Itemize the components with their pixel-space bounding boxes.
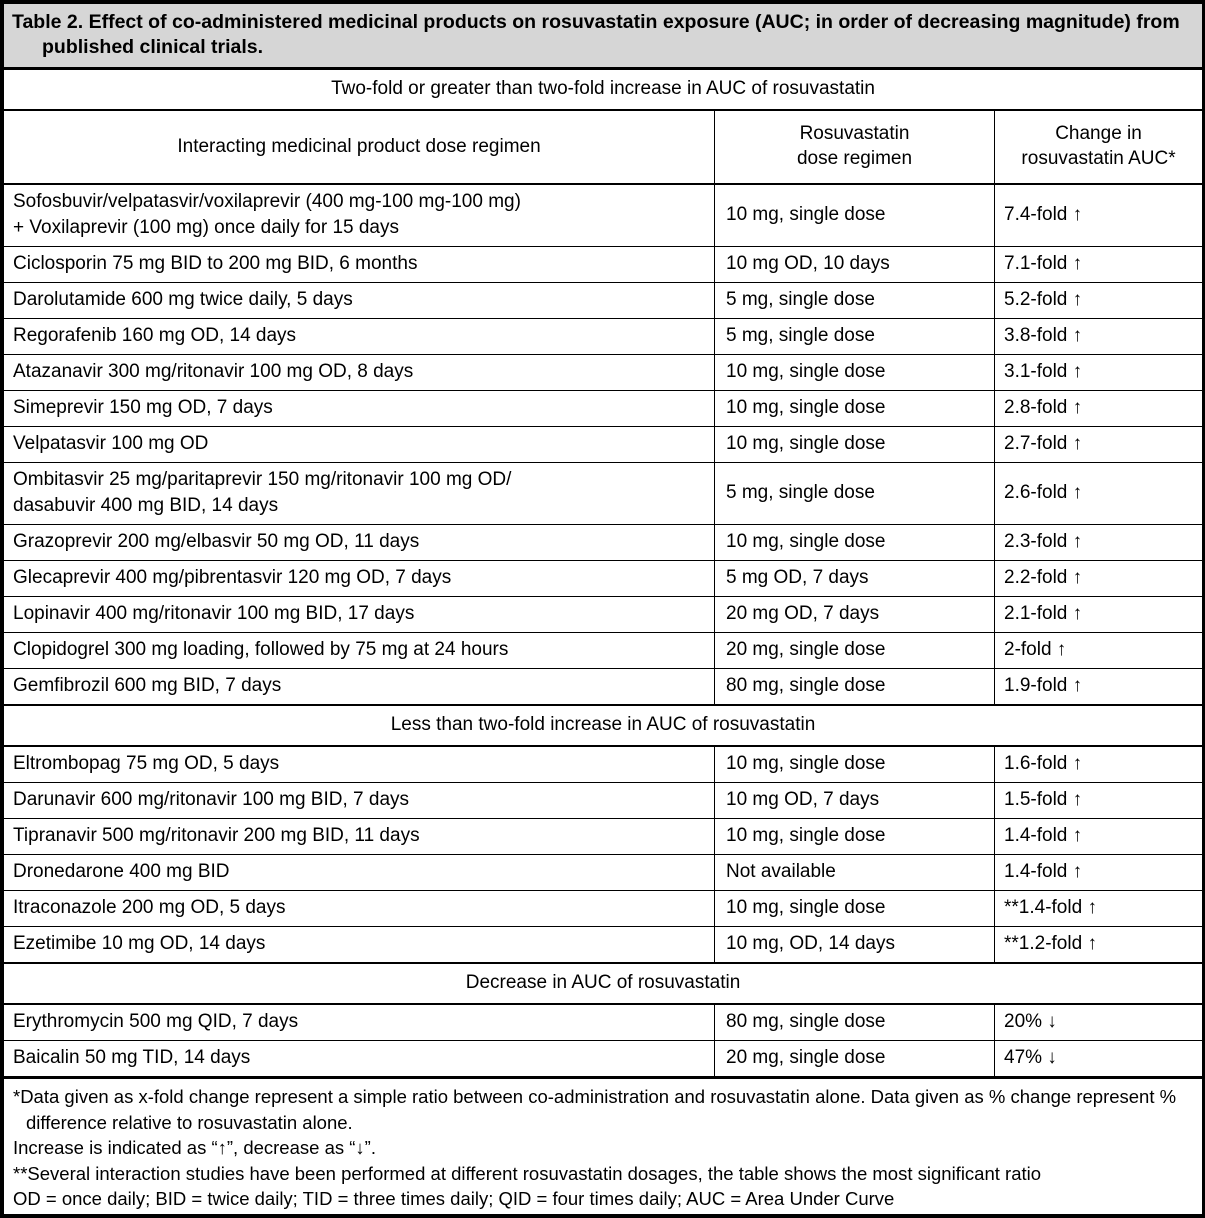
product-line-1: Erythromycin 500 mg QID, 7 days [13, 1011, 299, 1032]
cell-change-auc: 3.1-fold ↑ [995, 355, 1203, 391]
cell-interacting-product [4, 1041, 715, 1078]
rosuvastatin-interaction-table [3, 3, 1203, 1215]
cell-change-auc: 1.9-fold ↑ [995, 669, 1203, 706]
footnote-1: Increase is indicated as “↑”, decrease as “↓”. [13, 1137, 376, 1158]
column-header-change-auc-line2: rosuvastatin AUC* [1021, 148, 1176, 169]
table-row [4, 319, 1203, 355]
cell-change-auc: 20% ↓ [995, 1004, 1203, 1041]
product-line-1: Lopinavir 400 mg/ritonavir 100 mg BID, 17 days [13, 603, 415, 624]
column-header-rosuvastatin-dose [715, 110, 995, 184]
cell-change-auc: **1.2-fold ↑ [995, 927, 1203, 964]
cell-rosuvastatin-dose: 80 mg, single dose [715, 1004, 995, 1041]
cell-rosuvastatin-dose: 10 mg, single dose [715, 525, 995, 561]
cell-interacting-product [4, 746, 715, 783]
cell-change-auc: 2.8-fold ↑ [995, 391, 1203, 427]
cell-rosuvastatin-dose: 20 mg, single dose [715, 1041, 995, 1078]
table-row [4, 597, 1203, 633]
product-line-1: Darunavir 600 mg/ritonavir 100 mg BID, 7 days [13, 789, 410, 810]
table-row [4, 891, 1203, 927]
cell-rosuvastatin-dose: 10 mg OD, 7 days [715, 783, 995, 819]
cell-change-auc: 2.2-fold ↑ [995, 561, 1203, 597]
cell-rosuvastatin-dose: 5 mg, single dose [715, 283, 995, 319]
cell-interacting-product [4, 819, 715, 855]
cell-rosuvastatin-dose: 10 mg, single dose [715, 891, 995, 927]
table-title: Table 2. Effect of co-administered medicinal products on rosuvastatin exposure (AUC; in order of decreasing magnitude) from published clinical trials. [12, 11, 1180, 58]
cell-rosuvastatin-dose: 10 mg, single dose [715, 391, 995, 427]
cell-rosuvastatin-dose: 5 mg, single dose [715, 319, 995, 355]
cell-change-auc: 1.6-fold ↑ [995, 746, 1203, 783]
table-row [4, 855, 1203, 891]
cell-interacting-product [4, 391, 715, 427]
table-row [4, 247, 1203, 283]
cell-interacting-product [4, 891, 715, 927]
product-line-1: Ezetimibe 10 mg OD, 14 days [13, 933, 266, 954]
table-row [4, 355, 1203, 391]
section-heading-row [4, 705, 1203, 746]
column-header-change-auc-line1: Change in [1055, 123, 1142, 144]
cell-change-auc: 1.4-fold ↑ [995, 819, 1203, 855]
cell-interacting-product [4, 783, 715, 819]
section-heading-row [4, 69, 1203, 111]
table-row [4, 427, 1203, 463]
table-row [4, 783, 1203, 819]
cell-rosuvastatin-dose: 10 mg, single dose [715, 819, 995, 855]
table-row [4, 927, 1203, 964]
cell-interacting-product [4, 319, 715, 355]
cell-interacting-product [4, 355, 715, 391]
cell-rosuvastatin-dose: 5 mg, single dose [715, 463, 995, 525]
cell-rosuvastatin-dose: 20 mg, single dose [715, 633, 995, 669]
cell-interacting-product [4, 561, 715, 597]
product-line-1: Sofosbuvir/velpatasvir/voxilaprevir (400 mg-100 mg-100 mg) [13, 191, 521, 212]
cell-rosuvastatin-dose: 10 mg, OD, 14 days [715, 927, 995, 964]
table-row [4, 669, 1203, 706]
footnote-0: *Data given as x-fold change represent a simple ratio between co-administration and rosuvastatin alone. Data given as % change represent % difference relative to rosuvastatin alone. [13, 1086, 1177, 1133]
section-heading-row [4, 963, 1203, 1004]
product-line-1: Ombitasvir 25 mg/paritaprevir 150 mg/ritonavir 100 mg OD/ [13, 469, 512, 490]
product-line-1: Gemfibrozil 600 mg BID, 7 days [13, 675, 282, 696]
section-heading-1: Less than two-fold increase in AUC of rosuvastatin [4, 705, 1203, 746]
cell-rosuvastatin-dose: 10 mg, single dose [715, 746, 995, 783]
footnotes-cell [4, 1078, 1203, 1215]
cell-interacting-product [4, 855, 715, 891]
column-header-product: Interacting medicinal product dose regimen [4, 110, 715, 184]
table-row [4, 184, 1203, 247]
column-header-row [4, 110, 1203, 184]
cell-interacting-product [4, 247, 715, 283]
product-line-1: Itraconazole 200 mg OD, 5 days [13, 897, 286, 918]
product-line-1: Grazoprevir 200 mg/elbasvir 50 mg OD, 11 days [13, 531, 420, 552]
cell-change-auc: 1.4-fold ↑ [995, 855, 1203, 891]
cell-change-auc: 47% ↓ [995, 1041, 1203, 1078]
cell-interacting-product [4, 427, 715, 463]
product-line-1: Eltrombopag 75 mg OD, 5 days [13, 753, 280, 774]
product-line-1: Ciclosporin 75 mg BID to 200 mg BID, 6 months [13, 253, 418, 274]
table-row [4, 819, 1203, 855]
column-header-rosuvastatin-dose-line1: Rosuvastatin [799, 123, 910, 144]
table-title-row [4, 4, 1203, 69]
cell-change-auc: 3.8-fold ↑ [995, 319, 1203, 355]
cell-interacting-product [4, 463, 715, 525]
cell-rosuvastatin-dose: 20 mg OD, 7 days [715, 597, 995, 633]
cell-rosuvastatin-dose: 10 mg, single dose [715, 427, 995, 463]
table-row [4, 633, 1203, 669]
cell-rosuvastatin-dose: 80 mg, single dose [715, 669, 995, 706]
product-line-1: Darolutamide 600 mg twice daily, 5 days [13, 289, 353, 310]
cell-change-auc: 5.2-fold ↑ [995, 283, 1203, 319]
cell-change-auc: **1.4-fold ↑ [995, 891, 1203, 927]
cell-change-auc: 2-fold ↑ [995, 633, 1203, 669]
footnote-3: OD = once daily; BID = twice daily; TID = three times daily; QID = four times daily; AUC = Area Under Curve [13, 1188, 895, 1209]
footnotes-row [4, 1078, 1203, 1215]
table-row [4, 391, 1203, 427]
cell-change-auc: 7.4-fold ↑ [995, 184, 1203, 247]
section-heading-2: Decrease in AUC of rosuvastatin [4, 963, 1203, 1004]
cell-change-auc: 1.5-fold ↑ [995, 783, 1203, 819]
cell-rosuvastatin-dose: 10 mg, single dose [715, 184, 995, 247]
cell-change-auc: 2.1-fold ↑ [995, 597, 1203, 633]
product-line-1: Glecaprevir 400 mg/pibrentasvir 120 mg OD, 7 days [13, 567, 452, 588]
footnote-2: **Several interaction studies have been performed at different rosuvastatin dosages, the table shows the most significant ratio [13, 1162, 1042, 1184]
table-row [4, 283, 1203, 319]
column-header-rosuvastatin-dose-line2: dose regimen [796, 148, 913, 169]
product-line-2: + Voxilaprevir (100 mg) once daily for 15 days [13, 217, 400, 238]
product-line-1: Simeprevir 150 mg OD, 7 days [13, 397, 273, 418]
table-title-cell [4, 4, 1203, 69]
column-header-change-auc [995, 110, 1203, 184]
table-row [4, 463, 1203, 525]
section-heading-0: Two-fold or greater than two-fold increase in AUC of rosuvastatin [4, 69, 1203, 111]
product-line-1: Clopidogrel 300 mg loading, followed by 75 mg at 24 hours [13, 639, 509, 660]
cell-change-auc: 2.6-fold ↑ [995, 463, 1203, 525]
table-row [4, 746, 1203, 783]
product-line-1: Regorafenib 160 mg OD, 14 days [13, 325, 297, 346]
cell-interacting-product [4, 525, 715, 561]
product-line-2: dasabuvir 400 mg BID, 14 days [13, 495, 279, 516]
cell-rosuvastatin-dose: Not available [715, 855, 995, 891]
cell-change-auc: 7.1-fold ↑ [995, 247, 1203, 283]
cell-interacting-product [4, 669, 715, 706]
cell-interacting-product [4, 597, 715, 633]
cell-interacting-product [4, 184, 715, 247]
cell-interacting-product [4, 1004, 715, 1041]
cell-rosuvastatin-dose: 10 mg OD, 10 days [715, 247, 995, 283]
product-line-1: Dronedarone 400 mg BID [13, 861, 230, 882]
cell-interacting-product [4, 927, 715, 964]
product-line-1: Velpatasvir 100 mg OD [13, 433, 209, 454]
cell-interacting-product [4, 283, 715, 319]
table-body [4, 4, 1203, 1215]
table-row [4, 1004, 1203, 1041]
table-row [4, 561, 1203, 597]
product-line-1: Atazanavir 300 mg/ritonavir 100 mg OD, 8 days [13, 361, 414, 382]
table-row [4, 1041, 1203, 1078]
product-line-1: Baicalin 50 mg TID, 14 days [13, 1047, 251, 1068]
cell-rosuvastatin-dose: 5 mg OD, 7 days [715, 561, 995, 597]
cell-rosuvastatin-dose: 10 mg, single dose [715, 355, 995, 391]
table-row [4, 525, 1203, 561]
cell-change-auc: 2.7-fold ↑ [995, 427, 1203, 463]
product-line-1: Tipranavir 500 mg/ritonavir 200 mg BID, 11 days [13, 825, 420, 846]
cell-change-auc: 2.3-fold ↑ [995, 525, 1203, 561]
cell-interacting-product [4, 633, 715, 669]
